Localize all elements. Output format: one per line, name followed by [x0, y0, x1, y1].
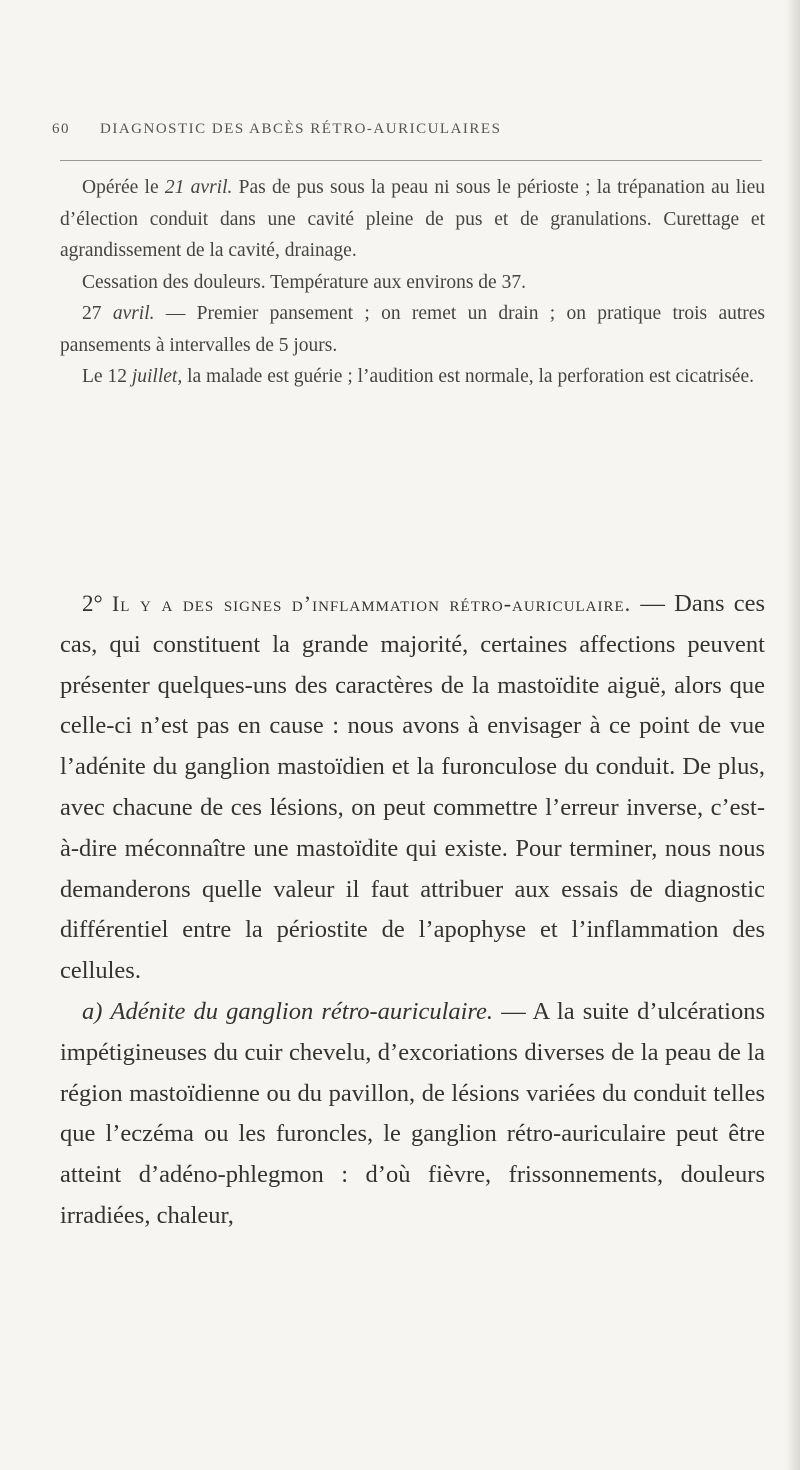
running-title: DIAGNOSTIC DES ABCÈS RÉTRO-AURICULAIRES [100, 121, 502, 137]
subsection-paragraph [60, 992, 765, 1237]
subsection-label: a) [82, 997, 103, 1025]
section-heading: Il y a des signes d’inflammation rétro-auriculaire. [111, 591, 632, 616]
section-number: 2° [82, 591, 103, 616]
case-note: 27 avril. — Premier pansement ; on remet un drain ; on pratique trois autres pansements à intervalles de 5 jours. [60, 303, 766, 356]
case-notes [60, 172, 765, 393]
page-number: 60 [52, 121, 70, 137]
case-note: Cessation des douleurs. Température aux environs de 37. [82, 271, 526, 293]
section-paragraph [60, 584, 765, 992]
case-note: Opérée le 21 avril. Pas de pus sous la peau ni sous le périoste ; la trépanation au lieu d’élection conduit dans une cavité pleine de pus et de granulations. Curettage et agrandissement de la cavité, drainage. [60, 177, 765, 261]
subsection-text: — A la suite d’ulcérations impétigineuses du cuir chevelu, d’excoriations diverses de la peau de la région mastoïdienne ou du pavillon, de lésions variées du conduit telles que l’eczéma ou les furoncles, le ganglion rétro-auriculaire peut être atteint d’adéno-phlegmon : d’où fièvre, frissonnements, douleurs irradiées, chaleur, [60, 997, 766, 1229]
section-text: — Dans ces cas, qui constituent la grande majorité, certaines affections peuvent présenter quelques-uns des caractères de la mastoïdite aiguë, alors que celle-ci n’est pas en cause : nous avons à envisager à ce point de vue l’adénite du ganglion mastoïdien et la furonculose du conduit. De plus, avec chacune de ces lésions, on peut commettre l’erreur inverse, c’est-à-dire méconnaître une mastoïdite qui existe. Pour terminer, nous nous demanderons quelle valeur il faut attribuer aux essais de diagnostic différentiel entre la périostite de l’apophyse et l’inflammation des cellules. [60, 590, 766, 985]
subsection-title: Adénite du ganglion rétro-auriculaire. [110, 997, 494, 1025]
running-header [52, 121, 764, 145]
case-note: Le 12 juillet, la malade est guérie ; l’audition est normale, la perforation est cicatrisée. [82, 366, 754, 387]
body-text [60, 584, 765, 1237]
header-rule [60, 160, 762, 161]
page-edge-shadow [786, 0, 800, 1470]
